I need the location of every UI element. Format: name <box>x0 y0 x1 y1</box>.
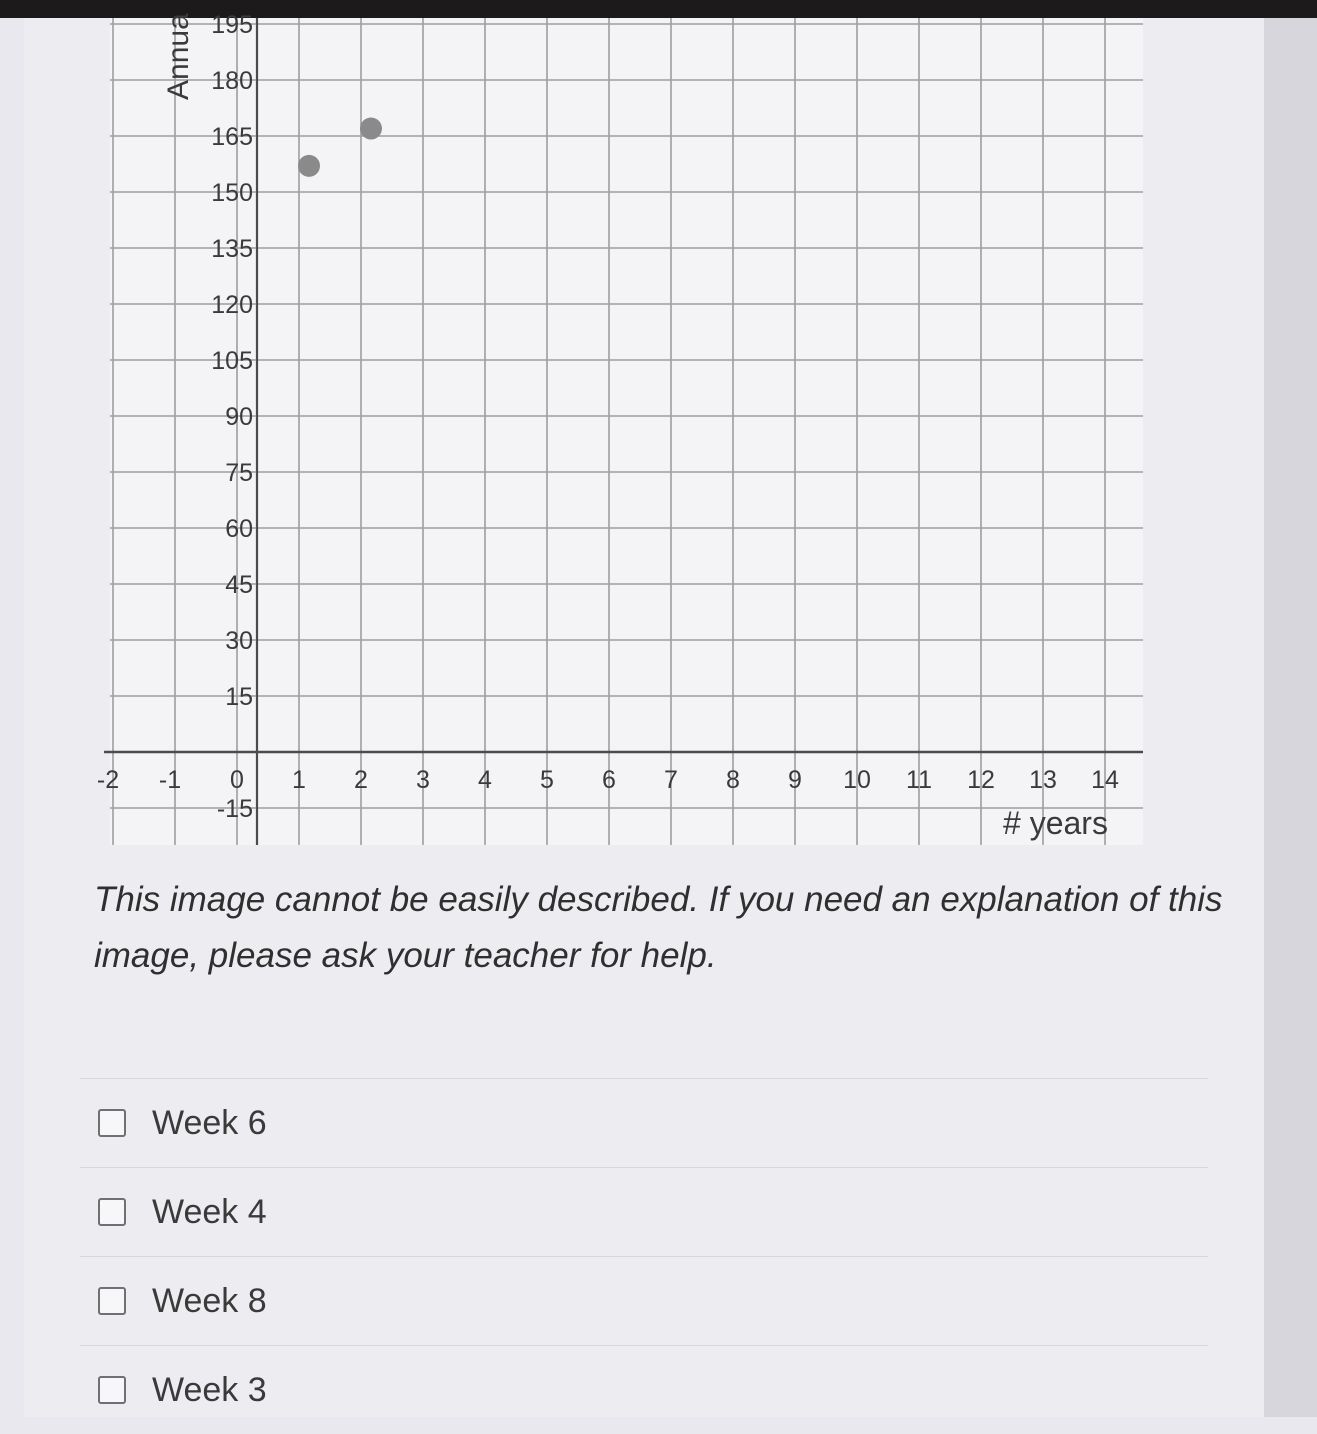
x-axis-label: # years <box>1003 805 1108 841</box>
x-tick-label: 0 <box>230 766 244 794</box>
checkbox[interactable] <box>98 1198 126 1226</box>
answer-choices <box>80 1078 1208 1434</box>
x-tick-label: 7 <box>664 766 678 794</box>
x-tick-label: 5 <box>540 766 554 794</box>
choice-week-6[interactable] <box>80 1078 1208 1167</box>
x-tick-label: -2 <box>96 766 120 794</box>
plot-area <box>110 18 1143 845</box>
x-tick-label: 13 <box>1029 766 1057 794</box>
choice-label: Week 6 <box>152 1103 267 1142</box>
choice-label: Week 8 <box>152 1281 267 1320</box>
y-tick-label: 120 <box>211 291 253 319</box>
x-tick-label: 1 <box>292 766 306 794</box>
x-tick-label: 10 <box>843 766 871 794</box>
checkbox[interactable] <box>98 1376 126 1404</box>
choice-week-8[interactable] <box>80 1256 1208 1345</box>
y-tick-label: 195 <box>211 11 253 39</box>
y-tick-label: 165 <box>211 123 253 151</box>
choice-week-3[interactable] <box>80 1345 1208 1434</box>
x-tick-label: 8 <box>726 766 740 794</box>
y-tick-label: 150 <box>211 179 253 207</box>
x-tick-label: 14 <box>1091 766 1119 794</box>
y-tick-label: 90 <box>225 403 253 431</box>
choice-week-4[interactable] <box>80 1167 1208 1256</box>
checkbox[interactable] <box>98 1287 126 1315</box>
x-tick-label: 6 <box>602 766 616 794</box>
y-tick-label: 105 <box>211 347 253 375</box>
y-axis-label: Annua <box>162 13 195 100</box>
choice-label: Week 4 <box>152 1192 267 1231</box>
x-tick-label: 2 <box>354 766 368 794</box>
y-tick-label: 135 <box>211 235 253 263</box>
choice-label: Week 3 <box>152 1370 267 1409</box>
y-tick-label: 30 <box>225 627 253 655</box>
y-tick-label: 45 <box>225 571 253 599</box>
x-tick-label: 9 <box>788 766 802 794</box>
data-point <box>298 155 320 177</box>
y-tick-label: 75 <box>225 459 253 487</box>
y-tick-label: 15 <box>225 683 253 711</box>
x-tick-label: 3 <box>416 766 430 794</box>
y-tick-label: -15 <box>216 795 253 823</box>
x-tick-label: -1 <box>158 766 182 794</box>
y-tick-label: 60 <box>225 515 253 543</box>
x-tick-label: 11 <box>906 766 932 794</box>
y-tick-label: 180 <box>211 67 253 95</box>
x-tick-label: 12 <box>967 766 995 794</box>
x-tick-label: 4 <box>478 766 492 794</box>
checkbox[interactable] <box>98 1109 126 1137</box>
image-description: This image cannot be easily described. If you need an explanation of this image, please ask your teacher for help. <box>94 880 1223 975</box>
data-point <box>360 118 382 140</box>
